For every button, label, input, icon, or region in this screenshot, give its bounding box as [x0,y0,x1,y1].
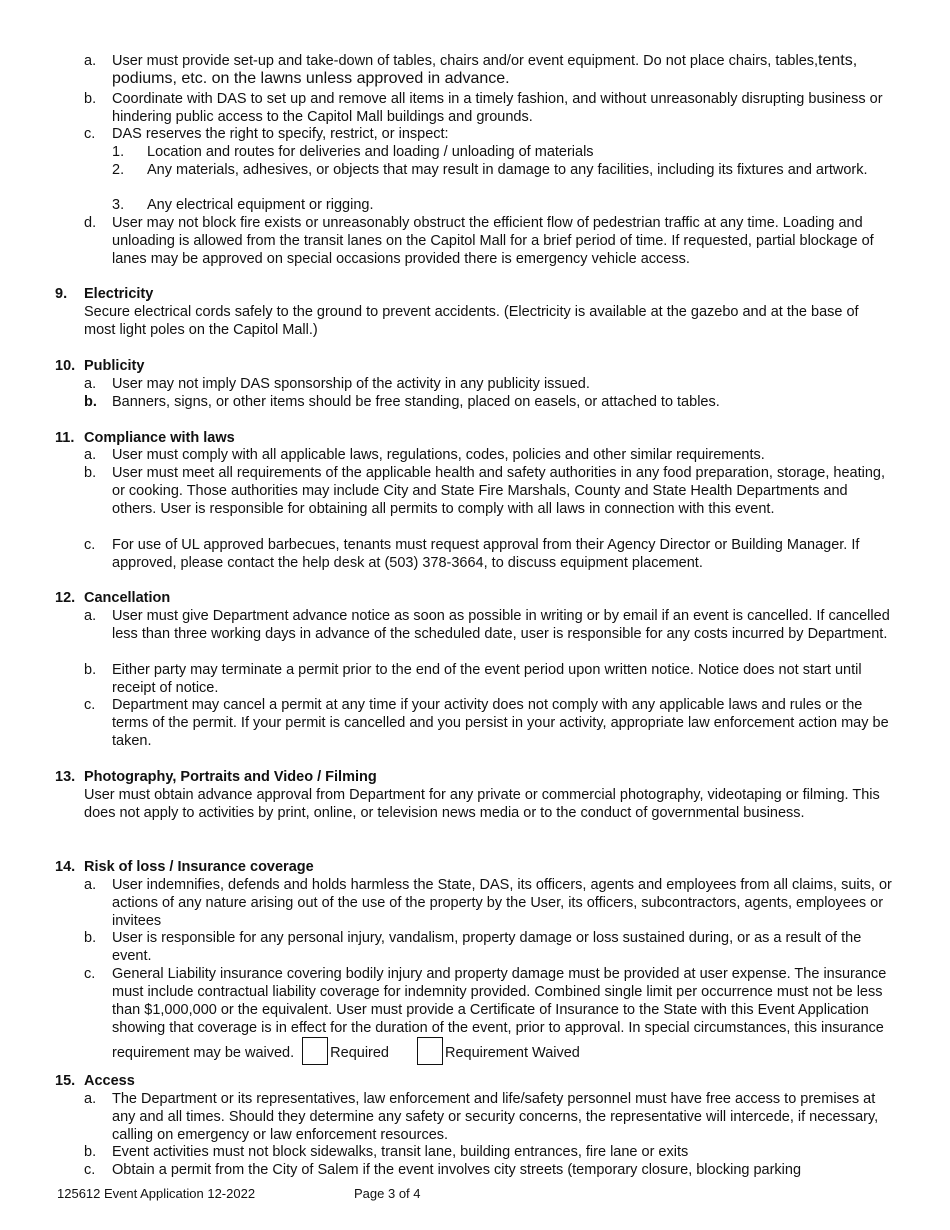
section-title: Cancellation [84,590,171,606]
section-number: 13. [55,769,76,785]
item-marker: d. [84,215,97,231]
requirement-waived-checkbox[interactable] [417,1037,443,1065]
item-text: User must meet all requirements of the applicable health and safety authorities in any food preparation, storage, heating, or cooking. Those authorities may include City and State Fire Marshals, County and State Health Departments and others. User is responsible for obtaining all permits to comply with all laws in connection with this event. [112,465,885,517]
item-text: User may not imply DAS sponsorship of the activity in any publicity issued. [112,376,590,392]
item-text: DAS reserves the right to specify, restrict, or inspect: [112,126,449,142]
item-marker: a. [84,376,97,392]
item-text: Coordinate with DAS to set up and remove all items in a timely fashion, and without unreasonably disrupting business or hindering public access to the Capitol Mall buildings and grounds. [112,91,883,125]
item-text: User must provide set-up and take-down of tables, chairs and/or event equipment. Do not place chairs, tables,tents, podiums, etc. on the lawns unless approved in advance. [112,52,858,87]
section-title: Publicity [84,358,145,374]
section-title: Access [84,1073,135,1089]
section-13-body: User must obtain advance approval from Department for any private or commercial photography, videotaping or filming. This does not apply to activities by print, online, or television news media or to the conduct of governmental business. [84,787,880,821]
item-marker: c. [84,1162,96,1178]
section-number: 9. [55,286,68,302]
item-marker: a. [84,877,97,893]
item-marker: b. [84,1144,97,1160]
item-marker: c. [84,697,96,713]
section-number: 11. [55,430,75,446]
section-title: Electricity [84,286,154,302]
item-text: Any electrical equipment or rigging. [147,197,374,213]
requirement-waived-label: Requirement Waived [445,1045,580,1061]
required-checkbox[interactable] [302,1037,328,1065]
item-marker: b. [84,930,97,946]
item-marker: 2. [112,162,125,178]
item-marker: c. [84,537,96,553]
item-marker: b. [84,394,97,410]
section-title: Risk of loss / Insurance coverage [84,859,314,875]
item-marker: a. [84,608,97,624]
item-marker: a. [84,53,97,69]
section-number: 10. [55,358,76,374]
item-text: User may not block fire exists or unreasonably obstruct the efficient flow of pedestrian traffic at any time. Loading and unloading is allowed from the transit lanes on the Capitol Mall for a brief period of time. If requested, partial blockage of lanes may be approved on special occasions provided there is emergency vehicle access. [112,215,874,267]
item-marker: a. [84,447,97,463]
item-marker: a. [84,1091,97,1107]
item-text: Any materials, adhesives, or objects that may result in damage to any facilities, including its fixtures and artwork. [147,162,868,178]
section-number: 15. [55,1073,76,1089]
section-number: 14. [55,859,76,875]
item-marker: c. [84,966,96,982]
item-marker: 3. [112,197,125,213]
item-text: Banners, signs, or other items should be free standing, placed on easels, or attached to tables. [112,394,720,410]
item-text: User must comply with all applicable laws, regulations, codes, policies and other similar requirements. [112,447,765,463]
item-text: Obtain a permit from the City of Salem if the event involves city streets (temporary closure, blocking parking [112,1162,802,1178]
section-9-body: Secure electrical cords safely to the ground to prevent accidents. (Electricity is available at the gazebo and at the base of most light poles on the Capitol Mall.) [84,304,859,338]
item-text: Either party may terminate a permit prior to the end of the event period upon written notice. Notice does not start until receipt of notice. [112,662,862,696]
item-text: Location and routes for deliveries and loading / unloading of materials [147,144,594,160]
item-marker: b. [84,662,97,678]
item-text-large: tents, podiums, etc. on the lawns unless approved in advance. [112,52,858,87]
item-text: The Department or its representatives, law enforcement and life/safety personnel must have free access to premises at any and all times. Should they determine any safety or security concerns, the representative will intercede, if necessary, calling on emergency or law enforcement resources. [112,1091,879,1143]
item-marker: b. [84,465,97,481]
item-marker: b. [84,91,97,107]
section-title: Photography, Portraits and Video / Filming [84,769,377,785]
section-number: 12. [55,590,76,606]
item-text: For use of UL approved barbecues, tenants must request approval from their Agency Director or Building Manager. If approved, please contact the help desk at (503) 378-3664, to discuss equipment placement. [112,537,860,571]
item-text: Department may cancel a permit at any time if your activity does not comply with any applicable laws and rules or the terms of the permit. If your permit is cancelled and you persist in your activity, appropriate law enforcement action may be taken. [112,697,889,749]
item-text: Event activities must not block sidewalks, transit lane, building entrances, fire lane or exits [112,1144,689,1160]
footer-form-id: 125612 Event Application 12-2022 [57,1186,256,1201]
item-text: User must give Department advance notice as soon as possible in writing or by email if an event is cancelled. If cancelled less than three working days in advance of the scheduled date, user is responsible for any costs incurred by Department. [112,608,890,642]
footer-page-number: Page 3 of 4 [354,1186,421,1201]
item-text: General Liability insurance covering bodily injury and property damage must be provided at user expense. The insurance must include contractual liability coverage for indemnity provided. Combined single limit per occurrence must not be less than $1,000,000 or the equivalent. User must provide a Certificate of Insurance to the State with this Event Application showing that coverage is in effect for the duration of the event, prior to approval. In special circumstances, this insurance requirement may be waived. Required Requirement Waived [112,965,892,1065]
item-text: User indemnifies, defends and holds harmless the State, DAS, its officers, agents and employees from all claims, suits, or actions of any nature arising out of the use of the property by the User, its officers, subcontractors, agents, employees or invitees [112,877,892,929]
required-label: Required [330,1045,389,1061]
item-text: User is responsible for any personal injury, vandalism, property damage or loss sustained during, or as a result of the event. [112,930,862,964]
item-marker: c. [84,126,96,142]
section-title: Compliance with laws [84,430,235,446]
item-marker: 1. [112,144,125,160]
